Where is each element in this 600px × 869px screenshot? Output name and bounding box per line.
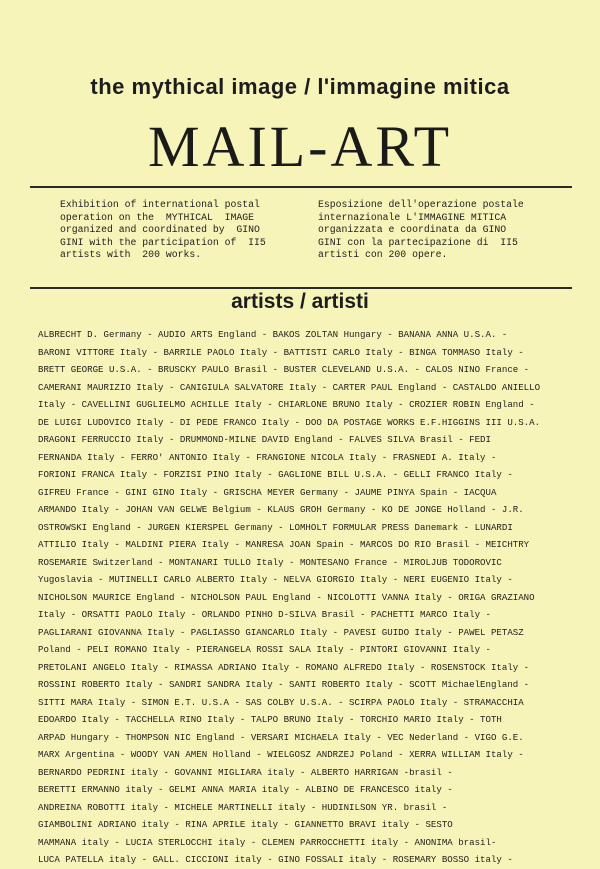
artist-list-line: CAMERANI MAURIZIO Italy - CANIGIULA SALVATORE Italy - CARTER PAUL England - CASTALDO ANIELLO [38, 381, 541, 393]
artist-list-line: OSTROWSKI England - JURGEN KIERSPEL Germany - LOMHOLT FORMULAR PRESS Danemark - LUNARDI [38, 521, 513, 533]
artist-list-line: BERNARDO PEDRINI italy - GOVANNI MIGLIARA italy - ALBERTO HARRIGAN -brasil - [38, 766, 453, 778]
artist-list-line: Italy - ORSATTI PAOLO Italy - ORLANDO PINHO D-SILVA Brasil - PACHETTI MARCO Italy - [38, 609, 491, 620]
artist-list-line: ROSEMARIE Switzerland - MONTANARI TULLO Italy - MONTESANO France - MIROLJUB TODOROVIC [38, 556, 502, 568]
artist-list-line: FORIONI FRANCA Italy - FORZISI PINO Italy - GAGLIONE BILL U.S.A. - GELLI FRANCO Italy - [38, 469, 513, 480]
main-title: MAIL-ART [147, 114, 453, 179]
artist-list-line: GIAMBOLINI ADRIANO italy - RINA APRILE italy - GIANNETTO BRAVI italy - SESTO [38, 819, 453, 830]
artist-list-line: DRAGONI FERRUCCIO Italy - DRUMMOND-MILNE DAVID England - FALVES SILVA Brasil - FEDI [38, 434, 491, 445]
artist-list-line: ATTILIO Italy - MALDINI PIERA Italy - MANRESA JOAN Spain - MARCOS DO RIO Brasil - MEICHTRY [38, 539, 530, 550]
artist-list-line: ANDREINA ROBOTTI italy - MICHELE MARTINELLI italy - HUDINILSON YR. brasil - [38, 801, 448, 813]
artist-list-line: ARMANDO Italy - JOHAN VAN GELWE Belgium - KLAUS GROH Germany - KO DE JONGE Holland - J.R. [38, 504, 524, 515]
english-description: Exhibition of international postal operation on the MYTHICAL IMAGE organized and coordinated by GINO GINI with the participation of II5 artists with 200 works. [60, 199, 266, 260]
artist-list-line: ALBRECHT D. Germany - AUDIO ARTS England - BAKOS ZOLTAN Hungary - BANANA ANNA U.S.A. - [38, 329, 508, 340]
artist-list-line: BERETTI ERMANNO italy - GELMI ANNA MARIA italy - ALBINO DE FRANCESCO italy - [38, 784, 453, 795]
artist-list-line: EDOARDO Italy - TACCHELLA RINO Italy - TALPO BRUNO Italy - TORCHIO MARIO Italy - TOTH [38, 714, 502, 725]
italian-description: Esposizione dell'operazione postale internazionale L'IMMAGINE MITICA organizzata e coordinata da GINO GINI con la partecipazione di II5 artisti con 200 opere. [318, 199, 524, 260]
artist-list-line: Italy - CAVELLINI GUGLIELMO ACHILLE Italy - CHIARLONE BRUNO Italy - CROZIER ROBIN England - [38, 399, 535, 410]
exhibition-subtitle: the mythical image / l'immagine mitica [90, 74, 510, 99]
artist-list-line: GIFREU France - GINI GINO Italy - GRISCHA MEYER Germany - JAUME PINYA Spain - IACQUA [38, 486, 497, 498]
artist-list [38, 326, 588, 869]
artist-list-line: ARPAD Hungary - THOMPSON NIC England - VERSARI MICHAELA Italy - VEC Nederland - VIGO G.E. [38, 731, 524, 743]
artist-list-line: ROSSINI ROBERTO Italy - SANDRI SANDRA Italy - SANTI ROBERTO Italy - SCOTT MichaelEngland - [38, 679, 530, 690]
artist-list-line: FERNANDA Italy - FERRO' ANTONIO Italy - FRANGIONE NICOLA Italy - FRASNEDI A. Italy - [38, 451, 497, 463]
middle-divider [30, 287, 572, 289]
top-divider [30, 186, 572, 188]
artist-list-line: MAMMANA italy - LUCIA STERLOCCHI italy - CLEMEN PARROCCHETTI italy - ANONIMA brasil- [38, 836, 497, 848]
artist-list-line: PAGLIARANI GIOVANNA Italy - PAGLIASSO GIANCARLO Italy - PAVESI GUIDO Italy - PAWEL PETASZ [38, 626, 524, 638]
artist-list-line: PRETOLANI ANGELO Italy - RIMASSA ADRIANO Italy - ROMANO ALFREDO Italy - ROSENSTOCK Italy - [38, 661, 530, 673]
artist-list-line: LUCA PATELLA italy - GALL. CICCIONI italy - GINO FOSSALI italy - ROSEMARY BOSSO italy - [38, 854, 513, 865]
artist-list-line: SITTI MARA Italy - SIMON E.T. U.S.A - SAS COLBY U.S.A. - SCIRPA PAOLO Italy - STRAMACCHIA [38, 696, 524, 708]
artist-list-line: DE LUIGI LUDOVICO Italy - DI PEDE FRANCO Italy - DOO DA POSTAGE WORKS E.F.HIGGINS III U.S.A. [38, 416, 541, 428]
artist-list-line: BRETT GEORGE U.S.A. - BRUSCKY PAULO Brasil - BUSTER CLEVELAND U.S.A. - CALOS NINO France - [38, 364, 530, 375]
artists-heading: artists / artisti [231, 290, 369, 313]
artist-list-line: Poland - PELI ROMANO Italy - PIERANGELA ROSSI SALA Italy - PINTORI GIOVANNI Italy - [38, 644, 491, 655]
artist-list-line: MARX Argentina - WOODY VAN AMEN Holland - WIELGOSZ ANDRZEJ Poland - XERRA WILLIAM Italy - [38, 749, 524, 760]
artist-list-line: NICHOLSON MAURICE England - NICHOLSON PAUL England - NICOLOTTI VANNA Italy - ORIGA GRAZIANO [38, 591, 535, 603]
artist-list-line: Yugoslavia - MUTINELLI CARLO ALBERTO Italy - NELVA GIORGIO Italy - NERI EUGENIO Italy - [38, 574, 513, 585]
artist-list-line: BARONI VITTORE Italy - BARRILE PAOLO Italy - BATTISTI CARLO Italy - BINGA TOMMASO Italy - [38, 346, 524, 358]
